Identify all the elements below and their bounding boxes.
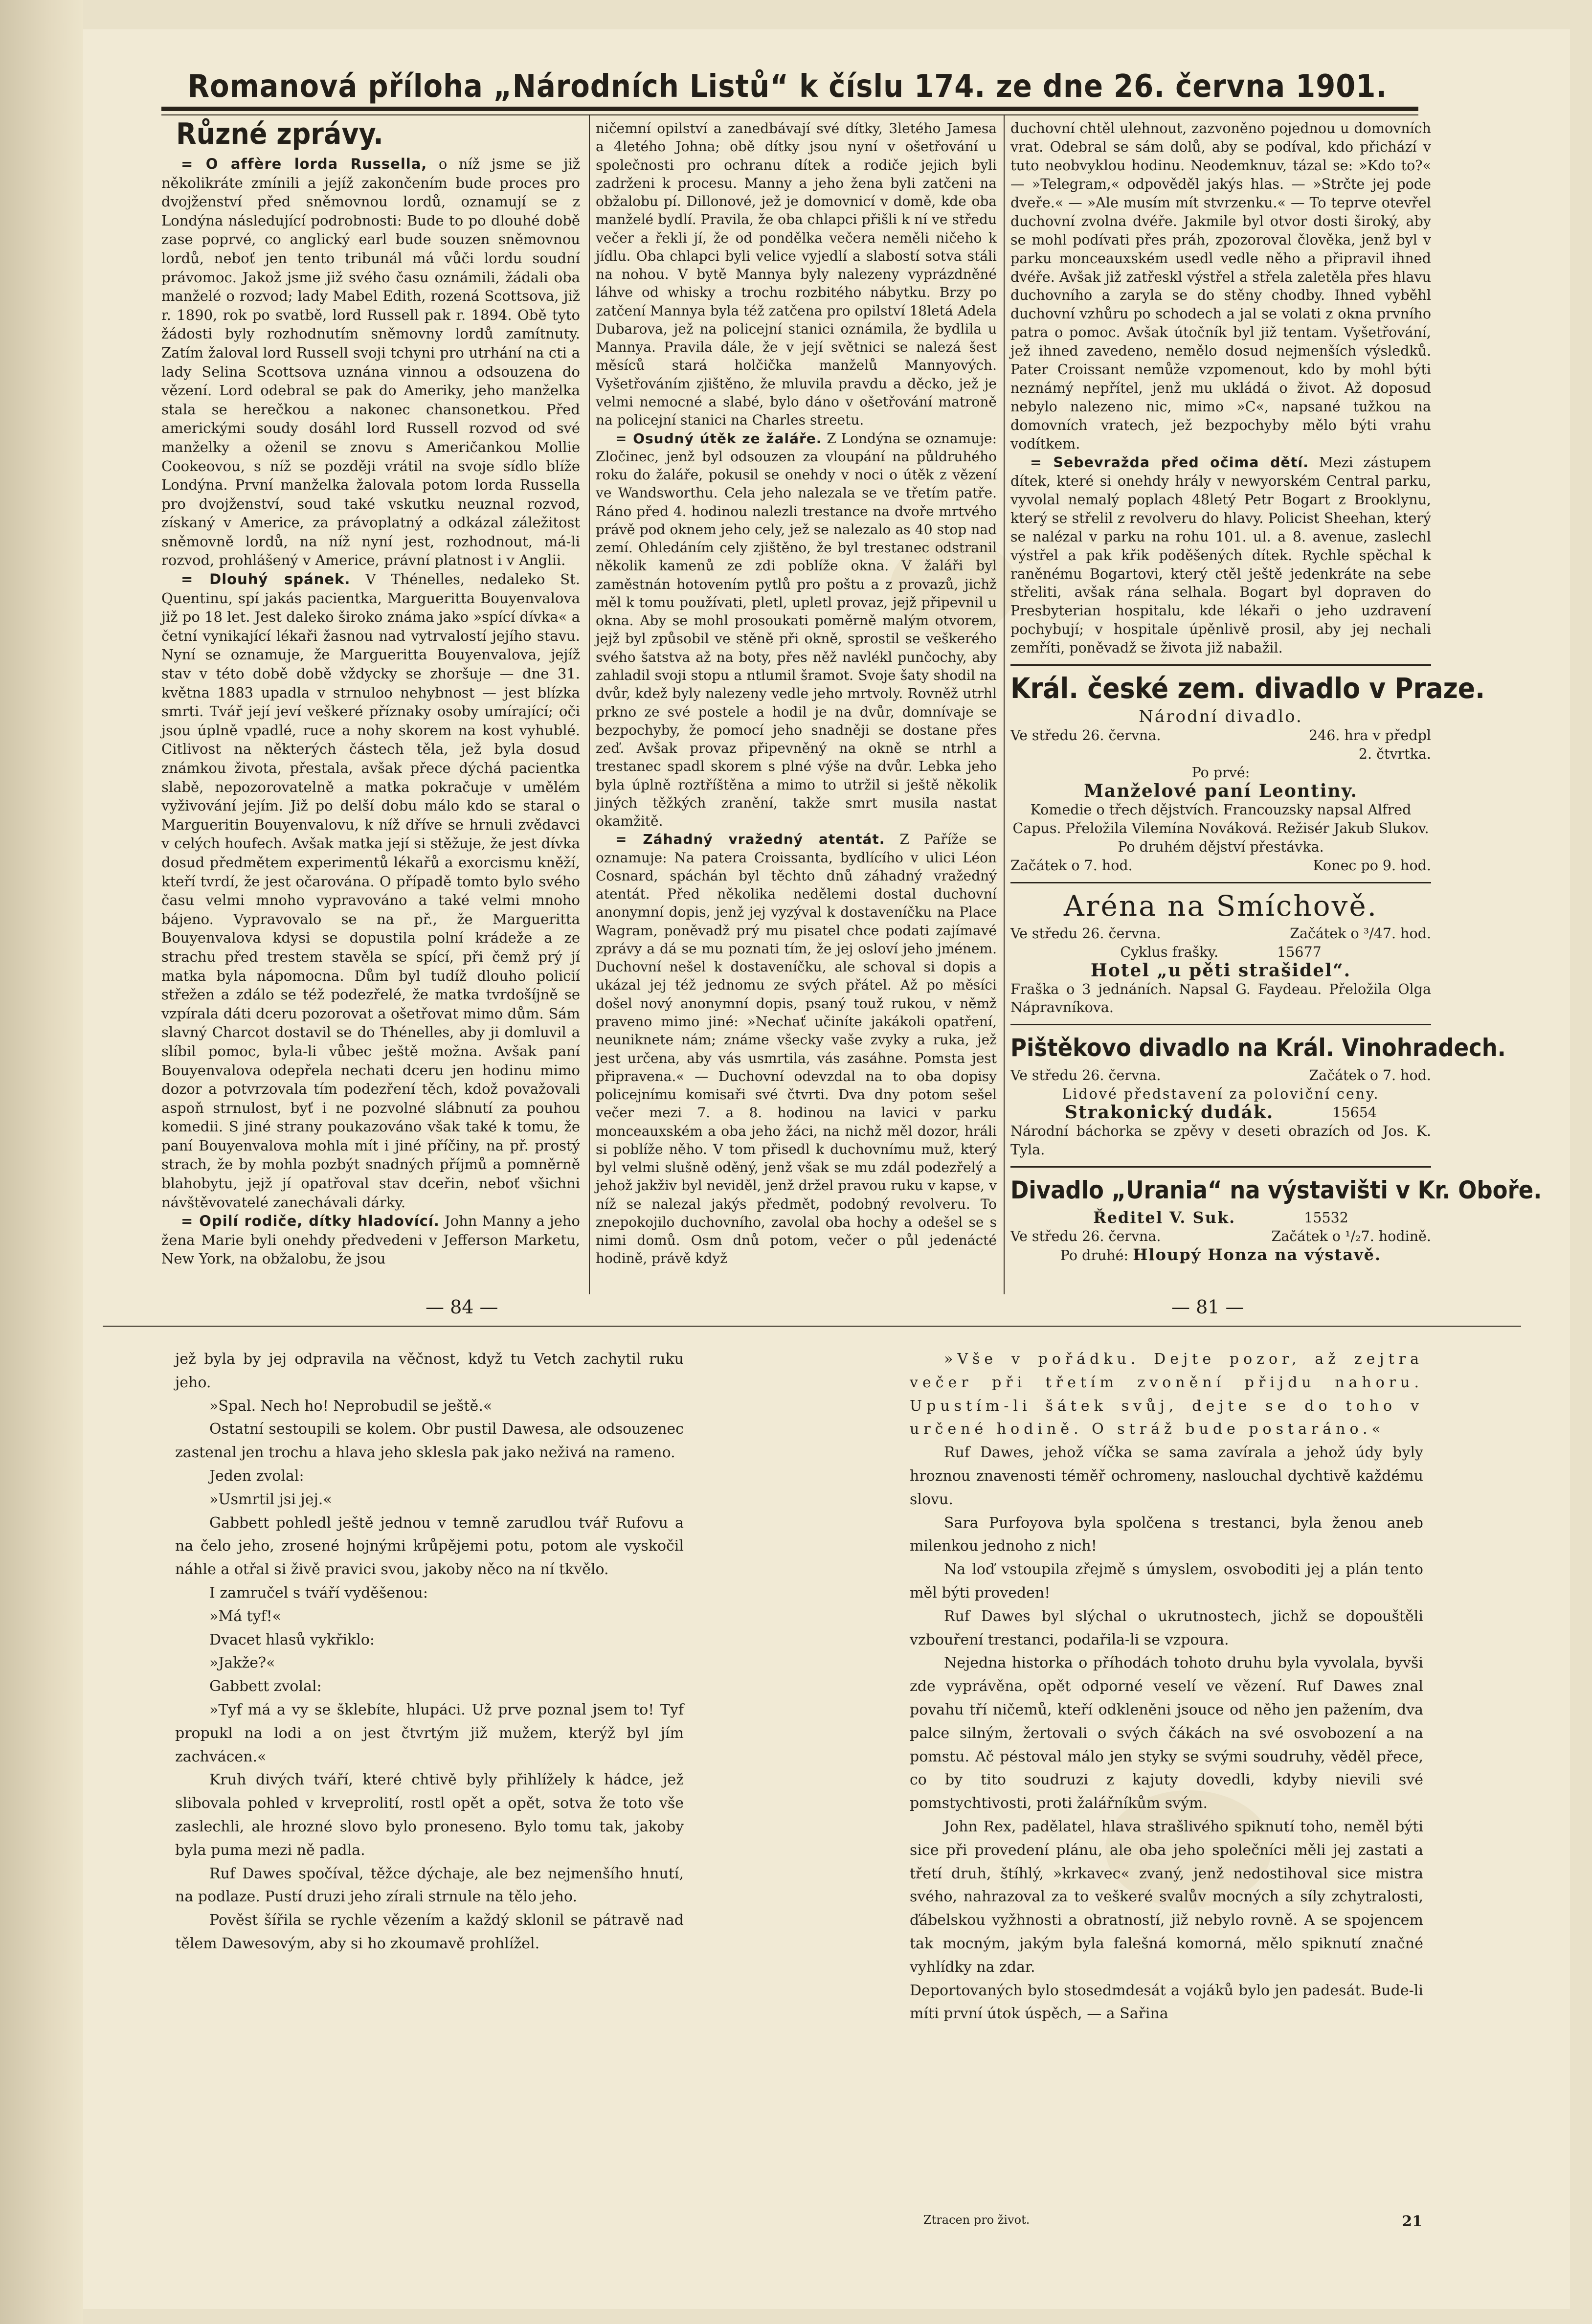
novel-paragraph: »Spal. Nech ho! Neprobudil se ještě.« (209, 1397, 493, 1415)
news-text: Z Paříže se oznamuje: Na patera Croissanta, bydlícího v ulici Léon Cosnard, spáchán byl těchto dnů záhadný vražedný atentát. Před několika nedělemi dostal duchovní anonymní dopis, jenž jej vyzýval k dostaveníčku na Place Wagram, poněvadž prý mu pisatel chce podati zajímavé zprávy a dá se mu poznati tím, že jej osloví jeho jménem. Duchovní nešel k dostaveníčku, ale schoval si dopis a ukázal jej též jednomu ze svých přátel. Až po měsíci došel nový anonymní dopis, psaný touž rukou, v němž praveno mimo jiné: »Nechať učiníte jakákoli opatření, neuniknete nám; známe všecky vaše zvyky a ruka, jež jest určena, aby vás usmrtila, vás zasáhne. Pomsta jest připravena.« — Duchovní odevzdal na to oba dopisy policejnímu komisaři své čtvrti. Dva dny potom sešel večer mezi 7. a 8. hodinou na lavici v parku monceauxském a oba jeho žáci, na nichž měl dozor, hráli si poblíže něho. V tom přisedl k duchovnímu muž, který byl velmi slušně oděný, jenž však se mu zdál podezřelý a jehož jakživ byl neviděl, jenž držel pravou ruku v kapse, v níž se nalezal jakýs předmět, podobný revolveru. To znepokojilo duchovního, zavolal oba hochy a odešel se s nimi domů. Osm dnů potom, večer o půl jedenácté hodině, právě když (596, 831, 997, 1267)
novel-paragraph: Ruf Dawes spočíval, těžce dýchaje, ale bez nejmenšího hnutí, na podlaze. Pustí druzi jeho zírali strnule na tělo jeho. (175, 1865, 684, 1906)
footer-signature-mark: 21 (1402, 2213, 1422, 2230)
theatre-notice-national (1010, 671, 1485, 875)
news-item (596, 830, 997, 1267)
news-text: John Manny a jeho žena Marie byli onehdy předvedeni v Jefferson Marketu, New York, na obžalobu, že jsou (161, 1213, 580, 1267)
novel-paragraph: Gabbett pohledl ještě jednou v temně zarudlou tvář Rufovu a na čelo jeho, zrosené hojnými krůpějemi potu, potom ale vyskočil náhle a otřal si živě pravici svou, jakoby něco na ní tkvělo. (175, 1514, 684, 1579)
novel-paragraph: »Usmrtil jsi jej.« (209, 1490, 332, 1508)
footer-catchline: Ztracen pro život. (923, 2213, 1030, 2227)
novel-paragraph: I zamručel s tváří vyděšenou: (209, 1584, 428, 1602)
theatre-number: 15654 (1332, 1105, 1377, 1121)
novel-paragraph: Nejedna historka o příhodách tohoto druhu byla vyvolala, byvši zde vyprávěna, opět odporné veselí ve vězení. Ruf Dawes znal povahu tří ničemů, kteří odkleněni jsouce od něho jen pažením, dva palce silným, žertovali o svých čákách na své osvobození a na pomstu. Ač péstoval málo jen styky se svými soudruhy, věděl přece, co by tito soudruzi z kajuty dovedli, kdyby nievili své pomstychtivosti, proti žalářníkům svým. (910, 1654, 1423, 1812)
theatre-date-row (1010, 925, 1431, 943)
theatre-director: Ředitel V. Suk. (1093, 1208, 1236, 1227)
theatre-notice-vinohrady (1010, 1030, 1506, 1159)
novel-column-left (175, 1348, 684, 1956)
header-rule-thin (161, 114, 1418, 115)
notice-rule (1010, 664, 1431, 666)
theatre-play: Manželové paní Leontiny. (1084, 781, 1358, 801)
theatre-description: Fraška o 3 jednáních. Napsal G. Faydeau. Přeložila Olga Nápravníkova. (1010, 981, 1431, 1016)
header-rule (161, 107, 1418, 111)
news-item (161, 570, 580, 1212)
theatre-start: Začátek o 7. hod. (1010, 857, 1133, 874)
news-item (596, 429, 997, 831)
theatre-date: Ve středu 26. června. (1010, 1067, 1161, 1084)
news-item (596, 119, 997, 429)
binding-edge (0, 0, 83, 2324)
news-column-1 (161, 116, 580, 1268)
column-rule (1004, 115, 1005, 1294)
theatre-play-row (1010, 1104, 1431, 1122)
news-headline: = Opilí rodiče, dítky hladovící. (181, 1213, 440, 1230)
theatre-play: Hotel „u pěti strašidel“. (1090, 960, 1351, 981)
theatre-time-row (1010, 857, 1431, 875)
novel-paragraph: »Má tyf!« (209, 1607, 282, 1625)
theatre-number: 15532 (1304, 1210, 1348, 1226)
theatre-cycle-row (1010, 943, 1431, 962)
page-number-right: — 81 — (1171, 1296, 1244, 1318)
theatre-play: Strakonický dudák. (1064, 1102, 1274, 1123)
theatre-title: Král. české zem. divadlo v Praze. (1010, 672, 1485, 705)
news-text: duchovní chtěl ulehnout, zazvoněno pojednou u domovních vrat. Odebral se sám dolů, aby se podíval, kdo přichází v tuto neobvyklou hodinu. Neodemknuv, tázal se: »Kdo to?« — »Telegram,« odpověděl jakýs hlas. — »Strčte jej pode dveře.« — »Ale musím mít stvrzenku.« — To teprve otevřel duchovní zvolna dvéře. Jakmile byl otvor dosti široký, aby se mohl podívati přes práh, zpozoroval člověka, jenž byl v parku monceauxském usedl vedle něho a připravil ihned dvéře. Avšak již zatřeskl výstřel a střela zaletěla přes hlavu duchovního a zaryla se do stěny chodby. Ihned vyběhl duchovní vzhůru po schodech a jal se volati z okna prvního patra o pomoc. Avšak útočník byl již tentam. Vyšetřování, jež ihned zavedeno, nemělo dosud nejmenších výsledků. Pater Croissant nemůže vzpomenout, kdo by mohl býti neznámý nepřítel, jenž mu ukládá o život. Až doposud nebylo nalezeno nic, mimo »C«, napsané tužkou na domovních vratech, jež bezpochyby mělo býti vrahu vodítkem. (1010, 120, 1431, 452)
theatre-end: Konec po 9. hod. (1313, 857, 1431, 874)
news-headline: = Sebevražda před očima dětí. (1030, 454, 1309, 471)
theatre-date: Ve středu 26. června. (1010, 925, 1161, 942)
novel-paragraph: »Jakže?« (209, 1654, 275, 1672)
fold-rule (103, 1326, 1521, 1327)
news-item (161, 155, 580, 570)
section-title: Různé zprávy. (176, 117, 383, 151)
novel-paragraph: Dvacet hlasů vykřiklo: (209, 1631, 375, 1648)
theatre-description: Národní báchorka se zpěvy v deseti obrazích od Jos. K. Tyla. (1010, 1123, 1431, 1158)
theatre-popular-note: Lidové představení za poloviční ceny. (1062, 1086, 1380, 1103)
news-text: ničemní opilství a zanedbávají své dítky, 3letého Jamesa a 4letého Johna; obě dítky jsou nyní v ošetřování u společnosti pro ochranu dítek a rodiče jejich byli zadrženi k procesu. Manny a jeho žena byli zatčeni na obžalobu pí. Dillonové, jež je domovnicí v domě, kde oba manželé bydlí. Pravila, že oba chlapci přišli k ní ve středu večer a řekli jí, že od pondělka večera neměli ničeho k jídlu. Oba chlapci byli velice vyjedlí a slabostí sotva stáli na nohou. V bytě Mannya byly nalezeny vyprázdněné láhve od whisky a trochu rozbitého nábytku. Brzy po zatčení Mannya byla též zatčena pro opilství 18letá Adela Dubarova, jež na policejní stanici oznámila, že bydlila u Mannya. Pravila dále, že v její světnici se nalezá šest měsíců stará holčička manželů Mannyových. Vyšetřováním zjištěno, že mluvila pravdu a děcko, jež je velmi nemocné a slabé, bylo dáno v ošetřování matroně na policejní stanici na Charles streetu. (596, 120, 997, 429)
theatre-play: Hloupý Honza na výstavě. (1133, 1245, 1382, 1264)
theatre-performance: 246. hra v předpl (1308, 727, 1431, 744)
news-headline: = Záhadný vražedný atentát. (615, 831, 885, 848)
news-item (1010, 119, 1431, 453)
theatre-subtitle: Národní divadlo. (1139, 707, 1303, 727)
column-rule (589, 115, 590, 1294)
theatre-notice-urania (1010, 1173, 1542, 1265)
news-text: Z Londýna se oznamuje: Zločinec, jenž byl odsouzen za vloupání na půldruhého roku do žaláře, pokusil se onehdy v noci o útěk z vězení ve Wandsworthu. Cela jeho nalezala se ve třetím patře. Ráno před 4. hodinou nalezli trestance na dvoře mrtvého právě pod oknem jeho cely, jež se nalezalo as 40 stop nad zemí. Ohledáním cely zjištěno, že byl trestanec odstranil několik kamenů ze zdi poblíže okna. V žaláři byl zaměstnán hotovením pytlů pro poštu a z provazů, jichž měl k tomu používati, pletl, upletl provaz, jejž připevnil u okna. Aby se mohl prosoukati poměrně malým otvorem, jejž byl způsobil ve stěně při okně, sprostil se veškerého svého šatstva až na boty, přes něž navlékl punčochy, aby zahladil svoji stopu a ntlumil šramot. Svoje šaty shodil na dvůr, kdež byly nalezeny vedle jeho mrtvoly. Rovněž utrhl prkno ze své postele a hodil je na dvůr, domnívaje se bezpochyby, že pomocí jeho snadněji se dostane přes zeď. Avšak provaz připevněný na okně se ntrhl a trestanec spadl skorem s plné výše na dvůr. Lebka jeho byla úplně roztříštěna a mimo to utržil si ještě několik jiných těžkých zranění, takže smrt musila nastat okamžitě. (596, 430, 997, 830)
novel-paragraph: Deportovaných bylo stosedmdesát a vojáků bylo jen padesát. Bude-li míti první útok úspěch, — a Sařina (910, 1982, 1423, 2023)
novel-paragraph: »Tyf má a vy se šklebíte, hlupáci. Už prve poznal jsem to! Tyf propukl na lodi a on jest čtvrtým již mužem, kterýž byl jím zachvácen.« (175, 1701, 684, 1765)
notice-rule (1010, 1166, 1431, 1168)
news-text: Mezi zástupem dítek, které si onehdy hrály v newyorském Central parku, vyvolal nemalý poplach 48letý Petr Bogart z Brooklynu, který se střelil z revolveru do hlavy. Policist Sheehan, který se nalézal v parku na rohu 101. ul. a 8. avenue, zaslechl výstřel a pak křik poděšených dítek. Rychle spěchal k raněnému Bogartovi, který ctěl ještě jedenkráte na sebe střeliti, avšak rána selhala. Bogart byl dopraven do Presbyterian hospitalu, kde lékaři o jeho uzdravení pochybují; v hospitale úpěnlivě prosil, aby jej nechali zemříti, poněvadž se života již nabažil. (1010, 454, 1431, 656)
theatre-title: Divadlo „Urania“ na výstavišti v Kr. Oboře. (1010, 1176, 1542, 1205)
news-column-2 (596, 119, 997, 1268)
theatre-start: Začátek o ¹/₂7. hodině. (1271, 1228, 1431, 1244)
theatre-date-row (1010, 1227, 1431, 1246)
theatre-date-row (1010, 1066, 1431, 1085)
news-column-3 (1010, 119, 1542, 1265)
theatre-number: 15677 (1277, 944, 1322, 960)
theatre-title: Aréna na Smíchově. (1063, 889, 1378, 923)
novel-paragraph: »Vše v pořádku. Dejte pozor, až zejtra večer při třetím zvonění přijdu nahoru. Upustím-li šátek svůj, dejte se do toho v určené hodině. O stráž bude postaráno.« (910, 1351, 1423, 1438)
news-headline: = Dlouhý spánek. (181, 571, 351, 588)
theatre-interval-note: Po druhém dějství přestávka. (1118, 838, 1324, 855)
novel-paragraph: Ruf Dawes byl slýchal o ukrutnostech, jichž se dopouštěli vzbouření trestanci, podařila-li se vzpoura. (910, 1607, 1423, 1648)
news-text: o níž jsme se již několikráte zmínili a jejíž zakončením bude proces pro dvojženství před sněmovnou lordů, oznamují se z Londýna následující podrobnosti: Bude to po dlouhé době zase poprvé, co anglický earl bude souzen sněmovnou lordů, neboť jen tento tribunál má vůči lordu soudní právomoc. Jakož jsme již svého času oznámili, žádali oba manželé o rozvod; lady Mabel Edith, rozená Scottsova, již r. 1890, rok po svatbě, lord Russell pak r. 1894. Obě tyto žádosti byly rozhodnutím sněmovny lordů zamítnuty. Zatím žaloval lord Russell svoji tchyni pro utrhání na cti a lady Selina Scottsova uznána vinnou a odsouzena do vězení. Lord odebral se pak do Ameriky, jeho manželka stala se herečkou a nakonec chansonetkou. Před americkými soudy dosáhl lord Russell rozvod od své manželky a oženil se znovu s Američankou Mollie Cookeovou, s níž se později vrátil na svoje sídlo blíže Londýna. První manželka žalovala potom lorda Russella pro dvojženství, soud také vskutku neuznal rozvod, získaný v Americe, za právoplatný a odkázal záležitost sněmovně lordů, na níž nyní jest, rozhodnout, má-li rozvod, prohlášený v Americe, právní platnost i v Anglii. (161, 156, 581, 569)
news-headline: = O affère lorda Russella, (181, 156, 427, 172)
novel-paragraph: Ostatní sestoupili se kolem. Obr pustil Dawesa, ale odsouzenec zastenal jen trochu a hlava jeho sklesla pak jako neživá na rameno. (175, 1421, 684, 1462)
theatre-title: Pištěkovo divadlo na Král. Vinohradech. (1010, 1034, 1506, 1062)
novel-paragraph: Gabbett zvolal: (209, 1678, 322, 1695)
theatre-date-row (1010, 726, 1431, 745)
page-footer (923, 2213, 1422, 2230)
theatre-date: Ve středu 26. června. (1010, 1228, 1161, 1244)
news-item (161, 1212, 580, 1268)
page-header-title: Romanová příloha „Národních Listů“ k číslu 174. ze dne 26. června 1901. (187, 68, 1388, 105)
theatre-start: Začátek o 7. hod. (1309, 1067, 1431, 1084)
news-headline: = Osudný útěk ze žaláře. (615, 430, 822, 447)
novel-paragraph: Pověst šířila se rychle vězením a každý sklonil se pátravě nad tělem Dawesovým, aby si ho zkoumavě prohlížel. (175, 1912, 684, 1952)
page-number-left: — 84 — (426, 1296, 498, 1318)
novel-paragraph: John Rex, padělatel, hlava strašlivého spiknutí toho, neměl býti sice při provedení plánu, ale oba jeho společníci měli jej zastati a třetí druh, štíhlý, »krkavec« zvaný, jenž nedostihoval sice mistra svého, nahrazoval za to veškeré svalův mocných a síly zchytralosti, ďábelskou vyžhnosti a obratností, již nebylo rovně. A se spojencem tak mocným, jakým byla falešná komorná, mělo spiknutí značné vyhlídky na zdar. (910, 1818, 1423, 1976)
theatre-director-row (1010, 1209, 1431, 1227)
novel-paragraph: Na loď vstoupila zřejmě s úmyslem, osvoboditi jej a plán tento měl býti proveden! (910, 1561, 1423, 1602)
news-item (1010, 453, 1431, 657)
theatre-first-label: Po prvé: (1191, 765, 1250, 781)
theatre-play-line (1010, 1246, 1431, 1265)
novel-paragraph: Ruf Dawes, jehož víčka se sama zavírala a jehož údy byly hroznou znavenosti téměř ochromeny, naslouchal dychtivě každému slovu. (910, 1444, 1423, 1508)
theatre-date: Ve středu 26. června. (1010, 727, 1161, 744)
novel-paragraph: jež byla by jej odpravila na věčnost, když tu Vetch zachytil ruku jeho. (175, 1351, 684, 1391)
notice-rule (1010, 1024, 1431, 1025)
novel-paragraph: Jeden zvolal: (209, 1467, 304, 1485)
theatre-performance-quarter: 2. čtvrtka. (1358, 746, 1431, 763)
news-text: V Thénelles, nedaleko St. Quentinu, spí jakás pacientka, Margueritta Bouyenvalova již po 18 let. Jest daleko široko známa jako »spící dívka« a četní vynikající lékaři žasnou nad vytrvalostí jejího stavu. Nyní se oznamuje, že Margueritta Bouyenvalova, jejíž stav v této době době vždycky se zhoršuje — dne 31. května 1883 upadla v strnuloo nehybnost — jest blízka smrti. Tvář její jeví veškeré příznaky osoby umírající; oči jsou úplně vpadlé, ruce a nohy skorem na kost vyhublé. Citlivost na některých částech těla, jež byla dosud známkou života, přestala, avšak přece dýchá pacientka slabě, nepozorovatelně a matka pokračuje v umělém vyživování jejím. Již po delší dobu málo kdo se staral o Margueritin Bouyenvalovu, k níž dříve se hrnuli zvědavci v celých houfech. Avšak matka její si stěžuje, že jest dívka dosud předmětem experimentů lékařů a exorcismu kněží, kteří tvrdí, že jest očarována. O případě tomto bylo svého času velmi mnoho vypravováno a také velmi mnoho bájeno. Vypravovalo se na př., že Margueritta Bouyenvalova kdysi se dopustila polní krádeže a ze strachu před trestem stavěla se spící, při čemž prý jí matka byla nápomocna. Dům byl tudíž dlouho policií střežen a zdálo se též podezřelé, že matka tvrdošíjně se vzpírala dáti dceru pozorovat a ošetřovat mimo dům. Sám slavný Charcot dostavil se do Thénelles, aby ji domluvil a slíbil pomoc, byla-li vůbec ještě možna. Avšak paní Bouyenvalova odepřela nechati dceru jen hodinu mimo dozor a potvrzovala tím podezření těch, kdož považovali aspoň strnulost, byť i ne pozvolné slábnutí za pouhou komedii. S jiné strany poukazováno však také k tomu, že paní Bouyenvalova mohla mít i jiné příčiny, na př. prostý strach, že by mohla pozbýt snadných příjmů a pomněrně blahobytu, jejž jí opatřoval stav dceřin, neboť všichni návštěvovatelé zanechávali dárky. (161, 571, 581, 1211)
novel-paragraph: Kruh divých tváří, které chtivě byly přihlížely k hádce, jež slibovala pohled v krveprolití, rostl opět a opět, sotva že toto vše zaslechli, ale hrozné slovo bylo proneseno. Bylo tomu tak, jakoby byla puma mezi ně padla. (175, 1771, 684, 1859)
novel-column-right (910, 1348, 1423, 2026)
theatre-notice-smichov (1010, 888, 1431, 1017)
theatre-description: Komedie o třech dějstvích. Francouzsky napsal Alfred Capus. Přeložila Vilemína Nováková. Režisér Jakub Slukov. (1012, 801, 1429, 836)
novel-paragraph: Sara Purfoyova byla spolčena s trestanci, byla ženou aneb milenkou jednoho z nich! (910, 1514, 1423, 1555)
theatre-cycle: Cyklus frašky. (1120, 944, 1219, 960)
theatre-start: Začátek o ³/47. hod. (1290, 925, 1431, 942)
theatre-second-label: Po druhé: (1060, 1247, 1129, 1264)
notice-rule (1010, 882, 1431, 883)
